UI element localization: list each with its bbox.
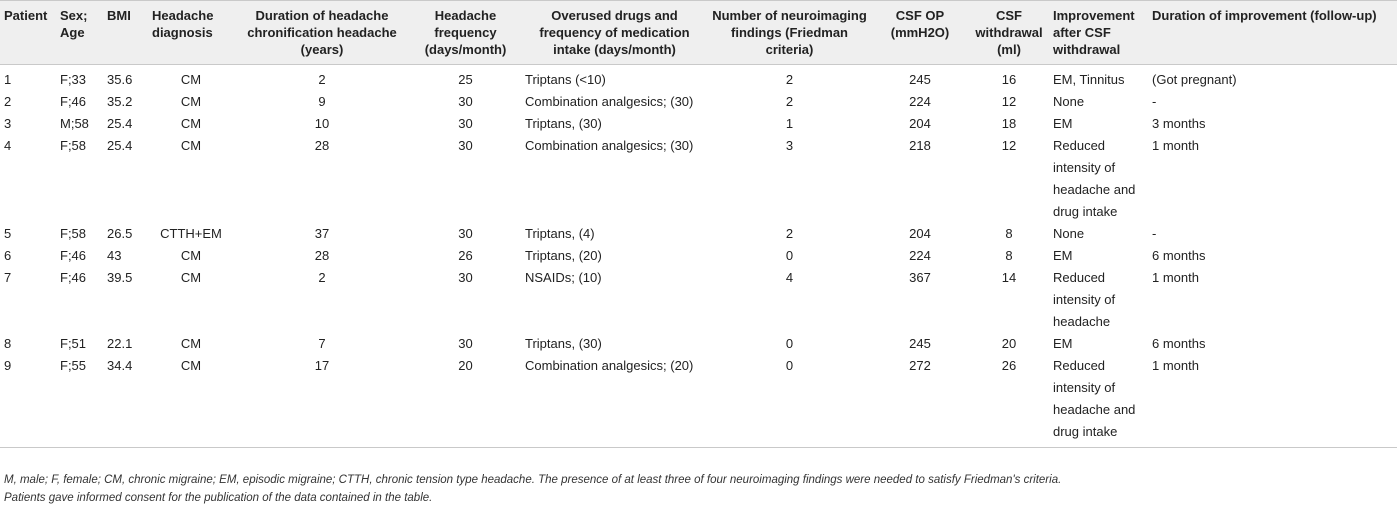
cell-neuroimaging: 2 — [785, 72, 794, 87]
header-csf-op: CSF OP (mmH2O) — [890, 8, 950, 40]
cell-neuroimaging: 0 — [785, 358, 794, 373]
table-row — [0, 91, 1397, 113]
cell-patient: 2 — [4, 94, 12, 109]
cell-neuroimaging: 3 — [785, 138, 794, 153]
cell-duration: 17 — [314, 358, 330, 373]
cell-improvement: EM — [1053, 116, 1073, 131]
cell-csf-withdrawal: 20 — [1001, 336, 1017, 351]
table-footnote — [4, 471, 1289, 507]
cell-duration-improvement: 1 month — [1152, 138, 1199, 153]
cell-csf-op: 224 — [909, 94, 931, 109]
cell-frequency: 26 — [458, 248, 473, 263]
cell-frequency: 25 — [458, 72, 473, 87]
cell-improvement: EM — [1053, 248, 1073, 263]
cell-overused-drugs: Combination analgesics; (30) — [525, 94, 694, 109]
cell-sex-age: M;58 — [60, 116, 89, 131]
cell-csf-op: 272 — [909, 358, 931, 373]
table-row — [0, 135, 1397, 223]
header-csf-withdrawal: CSF withdrawal (ml) — [975, 8, 1043, 57]
cell-overused-drugs: NSAIDs; (10) — [525, 270, 602, 285]
cell-diagnosis: CTTH+EM — [160, 226, 222, 241]
table-row — [0, 355, 1397, 448]
cell-bmi: 39.5 — [107, 270, 133, 285]
cell-overused-drugs: Triptans, (30) — [525, 336, 602, 351]
cell-csf-op: 245 — [909, 336, 931, 351]
cell-sex-age: F;33 — [60, 72, 87, 87]
cell-csf-withdrawal: 8 — [1005, 226, 1013, 241]
cell-neuroimaging: 4 — [785, 270, 794, 285]
cell-csf-op: 204 — [909, 226, 931, 241]
cell-sex-age: F;46 — [60, 248, 87, 263]
cell-overused-drugs: Triptans (<10) — [525, 72, 606, 87]
cell-frequency: 30 — [458, 226, 473, 241]
cell-frequency: 30 — [458, 336, 473, 351]
cell-patient: 9 — [4, 358, 12, 373]
cell-patient: 5 — [4, 226, 12, 241]
cell-duration-improvement: 6 months — [1152, 336, 1206, 351]
cell-csf-op: 367 — [909, 270, 931, 285]
cell-diagnosis: CM — [180, 358, 202, 373]
cell-bmi: 26.5 — [107, 226, 133, 241]
header-duration: Duration of headache chronification headache (years) — [247, 8, 397, 57]
cell-duration: 2 — [318, 270, 326, 285]
header-diagnosis: Headache diagnosis — [152, 8, 214, 40]
header-sex-age: Sex; Age — [60, 8, 88, 40]
cell-csf-op: 224 — [909, 248, 931, 263]
cell-duration-improvement: - — [1152, 226, 1157, 241]
cell-sex-age: F;46 — [60, 270, 87, 285]
table-row — [0, 333, 1397, 355]
header-duration-improvement: Duration of improvement (follow-up) — [1152, 8, 1377, 23]
cell-improvement: None — [1053, 94, 1085, 109]
cell-sex-age: F;58 — [60, 226, 87, 241]
footnote-consent: Patients gave informed consent for the publication of the data contained in the table. — [4, 492, 433, 504]
cell-diagnosis: CM — [180, 270, 202, 285]
cell-duration-improvement: 1 month — [1152, 358, 1199, 373]
cell-sex-age: F;55 — [60, 358, 87, 373]
cell-csf-withdrawal: 16 — [1001, 72, 1017, 87]
cell-bmi: 25.4 — [107, 138, 133, 153]
cell-patient: 8 — [4, 336, 12, 351]
cell-diagnosis: CM — [180, 116, 202, 131]
header-patient: Patient — [4, 8, 48, 23]
cell-frequency: 20 — [458, 358, 473, 373]
cell-duration-improvement: 1 month — [1152, 270, 1199, 285]
cell-bmi: 43 — [107, 248, 122, 263]
cell-sex-age: F;46 — [60, 94, 87, 109]
cell-duration-improvement: (Got pregnant) — [1152, 72, 1237, 87]
cell-overused-drugs: Combination analgesics; (20) — [525, 358, 694, 373]
footnote-abbreviations: M, male; F, female; CM, chronic migraine; EM, episodic migraine; CTTH, chronic tension type headache. The presence of at least three of four neuroimaging findings were needed to satisfy Friedman's criteria. — [4, 474, 1062, 486]
cell-duration: 37 — [314, 226, 330, 241]
cell-duration: 9 — [318, 94, 326, 109]
cell-overused-drugs: Triptans, (20) — [525, 248, 602, 263]
table-row — [0, 113, 1397, 135]
table-row — [0, 65, 1397, 92]
cell-csf-withdrawal: 26 — [1001, 358, 1017, 373]
cell-bmi: 35.6 — [107, 72, 133, 87]
cell-duration: 28 — [314, 138, 330, 153]
cell-sex-age: F;51 — [60, 336, 87, 351]
cell-diagnosis: CM — [180, 94, 202, 109]
cell-patient: 1 — [4, 72, 12, 87]
cell-bmi: 34.4 — [107, 358, 133, 373]
cell-diagnosis: CM — [180, 248, 202, 263]
cell-improvement: Reduced intensity of headache — [1053, 270, 1116, 329]
cell-improvement: Reduced intensity of headache and drug intake — [1053, 138, 1136, 219]
cell-frequency: 30 — [458, 138, 473, 153]
cell-diagnosis: CM — [180, 336, 202, 351]
cell-patient: 6 — [4, 248, 12, 263]
cell-neuroimaging: 2 — [785, 226, 794, 241]
cell-duration: 7 — [318, 336, 326, 351]
cell-diagnosis: CM — [180, 138, 202, 153]
table-row — [0, 223, 1397, 245]
cell-patient: 4 — [4, 138, 12, 153]
cell-improvement: None — [1053, 226, 1085, 241]
cell-improvement: Reduced intensity of headache and drug intake — [1053, 358, 1136, 439]
header-frequency: Headache frequency (days/month) — [424, 8, 507, 57]
cell-duration: 10 — [314, 116, 330, 131]
cell-csf-withdrawal: 14 — [1001, 270, 1017, 285]
cell-improvement: EM — [1053, 336, 1073, 351]
header-overused-drugs: Overused drugs and frequency of medication intake (days/month) — [539, 8, 690, 57]
cell-bmi: 22.1 — [107, 336, 133, 351]
cell-diagnosis: CM — [180, 72, 202, 87]
cell-csf-withdrawal: 12 — [1001, 138, 1017, 153]
cell-csf-withdrawal: 18 — [1001, 116, 1017, 131]
cell-frequency: 30 — [458, 270, 473, 285]
cell-frequency: 30 — [458, 116, 473, 131]
cell-bmi: 25.4 — [107, 116, 133, 131]
header-neuroimaging: Number of neuroimaging findings (Friedman criteria) — [712, 8, 867, 57]
cell-improvement: EM, Tinnitus — [1053, 72, 1125, 87]
cell-duration: 2 — [318, 72, 326, 87]
header-bmi: BMI — [107, 8, 131, 23]
cell-duration: 28 — [314, 248, 330, 263]
cell-duration-improvement: 6 months — [1152, 248, 1206, 263]
header-improvement: Improvement after CSF withdrawal — [1053, 8, 1135, 57]
cell-patient: 7 — [4, 270, 12, 285]
cell-csf-withdrawal: 12 — [1001, 94, 1017, 109]
cell-sex-age: F;58 — [60, 138, 87, 153]
cell-csf-op: 218 — [909, 138, 931, 153]
cell-duration-improvement: - — [1152, 94, 1157, 109]
cell-duration-improvement: 3 months — [1152, 116, 1206, 131]
table-row — [0, 245, 1397, 267]
cell-frequency: 30 — [458, 94, 473, 109]
cell-csf-withdrawal: 8 — [1005, 248, 1013, 263]
header-row — [0, 1, 1397, 65]
cell-neuroimaging: 1 — [785, 116, 794, 131]
cell-bmi: 35.2 — [107, 94, 133, 109]
cell-csf-op: 245 — [909, 72, 931, 87]
cell-csf-op: 204 — [909, 116, 931, 131]
cell-neuroimaging: 0 — [785, 336, 794, 351]
cell-overused-drugs: Triptans, (4) — [525, 226, 595, 241]
table-row — [0, 267, 1397, 333]
cell-overused-drugs: Triptans, (30) — [525, 116, 602, 131]
cell-overused-drugs: Combination analgesics; (30) — [525, 138, 694, 153]
cell-neuroimaging: 0 — [785, 248, 794, 263]
cell-neuroimaging: 2 — [785, 94, 794, 109]
cell-patient: 3 — [4, 116, 12, 131]
